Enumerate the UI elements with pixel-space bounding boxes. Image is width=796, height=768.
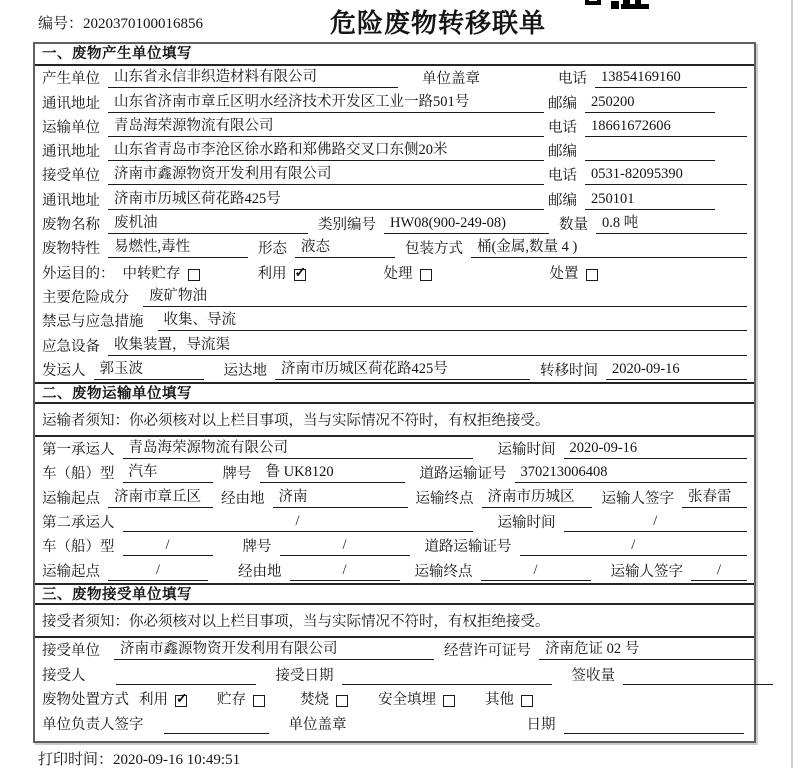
field-value <box>585 141 715 161</box>
checkbox-option <box>258 265 306 283</box>
field-label: 接受日期 <box>275 667 334 684</box>
form-row <box>35 333 754 357</box>
field-label: 应急设备 <box>42 338 100 355</box>
form-row <box>35 212 754 236</box>
field-value: 济南市章丘区 <box>108 488 213 508</box>
form-row <box>35 358 754 382</box>
field-label: 类别编号 <box>318 217 376 234</box>
form-row <box>35 437 754 461</box>
field-label: 运输时间 <box>497 515 556 532</box>
page-title: 危险废物转移联单 <box>330 9 547 38</box>
field-value: 易燃性,毒性 <box>108 238 248 258</box>
form-row <box>35 260 754 284</box>
checkbox-label: 处理 <box>383 265 413 282</box>
checkbox-label: 利用 <box>139 692 168 709</box>
field-label: 形态 <box>258 241 287 258</box>
field-value: / <box>691 561 747 581</box>
checkbox-option <box>300 691 348 709</box>
form-row <box>35 236 754 260</box>
field-label: 废物名称 <box>42 217 100 234</box>
checkbox-checked-icon <box>294 269 306 281</box>
field-value: 济南市历城区荷花路425号 <box>275 360 530 380</box>
checkbox-option <box>217 691 265 709</box>
field-label: 单位负责人签字 <box>42 717 144 734</box>
field-value: 郭玉波 <box>94 360 204 380</box>
field-label: 运输终点 <box>414 563 473 580</box>
field-label: 运输起点 <box>42 490 100 507</box>
field-value: 液态 <box>295 238 395 258</box>
field-label: 电话 <box>548 168 577 185</box>
form-row <box>35 66 754 90</box>
field-label: 废物特性 <box>42 241 100 258</box>
field-value <box>116 665 256 685</box>
print-time-label: 打印时间： <box>38 752 114 768</box>
field-label: 经由地 <box>238 563 282 580</box>
section-2 <box>35 382 754 583</box>
field-label: 电话 <box>558 71 587 88</box>
field-value: 济南 <box>273 488 408 508</box>
field-value: 青岛海荣源物流有限公司 <box>108 117 544 137</box>
form-row <box>35 461 754 485</box>
field-label: 经营许可证号 <box>444 643 531 660</box>
field-value: 0531-82095390 <box>585 165 747 185</box>
checkbox-label: 其他 <box>485 692 514 709</box>
checkbox-empty-icon <box>188 269 200 281</box>
field-value: 收集装置，导流渠 <box>108 336 747 356</box>
field-value: 250200 <box>585 93 715 113</box>
section-1 <box>35 44 754 382</box>
field-value: 2020-09-16 <box>564 439 748 459</box>
field-value: 济南市鑫源物资开发利用有限公司 <box>114 640 434 660</box>
form-row <box>35 139 754 163</box>
field-value: / <box>520 536 748 556</box>
field-label: 通讯地址 <box>42 95 100 112</box>
field-label: 电话 <box>548 119 577 136</box>
serial-label: 编号： <box>38 16 84 32</box>
field-value: 济南市历城区 <box>482 488 592 508</box>
field-label: 签收量 <box>571 667 615 684</box>
field-value <box>564 714 744 734</box>
checkbox-empty-icon <box>586 269 598 281</box>
field-value: 青岛海荣源物流有限公司 <box>123 439 473 459</box>
field-label: 接受单位 <box>42 168 100 185</box>
field-value: / <box>280 536 410 556</box>
section-3 <box>35 583 754 736</box>
field-label: 包装方式 <box>405 241 463 258</box>
cutoff-stamp-artifact <box>583 0 653 9</box>
field-label: 第一承运人 <box>42 442 115 459</box>
print-time <box>38 748 240 768</box>
form-row <box>35 285 754 309</box>
checkbox-label: 中转贮存 <box>122 265 181 282</box>
field-label: 废物处置方式 <box>42 692 129 709</box>
field-label: 牌号 <box>242 539 272 556</box>
form-row <box>35 711 754 736</box>
field-value: 废矿物油 <box>143 287 747 307</box>
field-label: 邮编 <box>548 144 577 161</box>
field-label: 邮编 <box>548 95 577 112</box>
field-value: HW08(900-249-08) <box>384 214 549 234</box>
field-value: 桶(金属,数量 4 ) <box>471 238 747 258</box>
field-value: 山东省青岛市李沧区徐水路和郑佛路交叉口东侧20米 <box>108 141 544 161</box>
form-row <box>35 510 754 534</box>
field-value: 18661672606 <box>585 117 747 137</box>
field-label: 道路运输证号 <box>424 539 512 556</box>
checkbox-checked-icon <box>175 695 187 707</box>
checkbox-option <box>139 691 187 709</box>
section-3-notice: 接受者须知：你必须核对以上栏目事项，当与实际情况不符时，有权拒绝接受。 <box>35 605 754 638</box>
checkbox-label: 贮存 <box>217 692 246 709</box>
field-value: 废机油 <box>108 214 308 234</box>
field-label: 产生单位 <box>42 71 100 88</box>
field-label: 日期 <box>526 717 556 734</box>
field-value: / <box>123 536 213 556</box>
field-label: 转移时间 <box>540 362 598 379</box>
form-row <box>35 638 754 663</box>
field-label: 外运目的： <box>42 265 115 282</box>
section-1-header: 一、废物产生单位填写 <box>35 44 754 66</box>
field-value: / <box>564 512 748 532</box>
checkbox-option <box>550 265 598 283</box>
serial-value: 2020370100016856 <box>83 16 204 32</box>
section-2-header: 二、废物运输单位填写 <box>35 382 754 404</box>
form-row <box>35 687 754 712</box>
form-row <box>35 90 754 114</box>
field-label: 通讯地址 <box>42 144 100 161</box>
form-row <box>35 163 754 187</box>
field-label: 运达地 <box>223 362 267 379</box>
field-label: 数量 <box>559 217 588 234</box>
field-value: 济南危证 02 号 <box>539 640 754 660</box>
field-label: 发运人 <box>42 362 86 379</box>
field-label: 牌号 <box>222 466 252 483</box>
checkbox-option <box>378 691 455 709</box>
section-3-header: 三、废物接受单位填写 <box>35 583 754 605</box>
field-label: 运输人签字 <box>601 490 674 507</box>
field-value: 13854169160 <box>595 68 747 88</box>
field-value: 收集、导流 <box>158 311 748 331</box>
field-label: 运输人签字 <box>610 563 683 580</box>
section-2-notice: 运输者须知：你必须核对以上栏目事项，当与实际情况不符时，有权拒绝接受。 <box>35 404 754 437</box>
field-label: 通讯地址 <box>42 192 100 209</box>
checkbox-empty-icon <box>521 695 533 707</box>
page-edge-line <box>791 0 793 768</box>
field-label: 禁忌与应急措施 <box>42 314 144 331</box>
field-label: 经由地 <box>221 490 265 507</box>
field-label: 道路运输证号 <box>419 466 507 483</box>
field-value: 张春雷 <box>682 488 747 508</box>
checkbox-label: 利用 <box>257 265 287 282</box>
static-text: 单位盖章 <box>288 717 347 734</box>
field-label: 运输终点 <box>415 490 474 507</box>
field-value: 鲁 UK8120 <box>260 463 405 483</box>
form-row <box>35 187 754 211</box>
field-value: 济南市鑫源物资开发利用有限公司 <box>108 165 544 185</box>
field-value: / <box>123 512 473 532</box>
field-value: / <box>108 561 208 581</box>
form-row <box>35 485 754 509</box>
field-value: 370213006408 <box>515 463 748 483</box>
serial-number <box>38 12 203 33</box>
form-row <box>35 662 754 687</box>
field-label: 邮编 <box>548 192 577 209</box>
form-row <box>35 309 754 333</box>
form-row <box>35 534 754 558</box>
checkbox-label: 安全填埋 <box>378 692 436 709</box>
checkbox-empty-icon <box>420 269 432 281</box>
field-label: 第二承运人 <box>42 515 115 532</box>
field-value: 0.8 吨 <box>596 214 747 234</box>
field-label: 主要危险成分 <box>42 289 129 306</box>
checkbox-empty-icon <box>253 695 265 707</box>
static-text: 单位盖章 <box>422 71 480 88</box>
field-label: 接受人 <box>42 667 86 684</box>
field-value: 山东省济南市章丘区明水经济技术开发区工业一路501号 <box>108 93 544 113</box>
checkbox-label: 焚烧 <box>300 692 329 709</box>
field-value <box>164 714 269 734</box>
checkbox-option <box>384 265 432 283</box>
stamp-fragment-icon <box>585 0 601 5</box>
field-label: 车（船）型 <box>42 466 115 483</box>
field-label: 接受单位 <box>42 643 100 660</box>
field-label: 运输时间 <box>497 442 556 459</box>
field-label: 运输单位 <box>42 119 100 136</box>
checkbox-option <box>123 265 200 283</box>
checkbox-empty-icon <box>443 695 455 707</box>
field-label: 运输起点 <box>42 563 100 580</box>
field-value: / <box>290 561 400 581</box>
field-value <box>342 665 552 685</box>
checkbox-option <box>485 691 533 709</box>
field-value: / <box>481 561 591 581</box>
field-value: 山东省永信非织造材料有限公司 <box>108 68 398 88</box>
field-value: 2020-09-16 <box>606 360 747 380</box>
manifest-form-table <box>33 42 756 743</box>
field-value <box>623 665 773 685</box>
field-value: 汽车 <box>123 463 213 483</box>
field-label: 车（船）型 <box>42 539 115 556</box>
field-value: 济南市历城区荷花路425号 <box>108 190 544 210</box>
form-row <box>35 558 754 582</box>
checkbox-label: 处置 <box>549 265 579 282</box>
checkbox-empty-icon <box>336 695 348 707</box>
print-time-value: 2020-09-16 10:49:51 <box>113 752 241 768</box>
field-value: 250101 <box>585 190 715 210</box>
form-row <box>35 115 754 139</box>
